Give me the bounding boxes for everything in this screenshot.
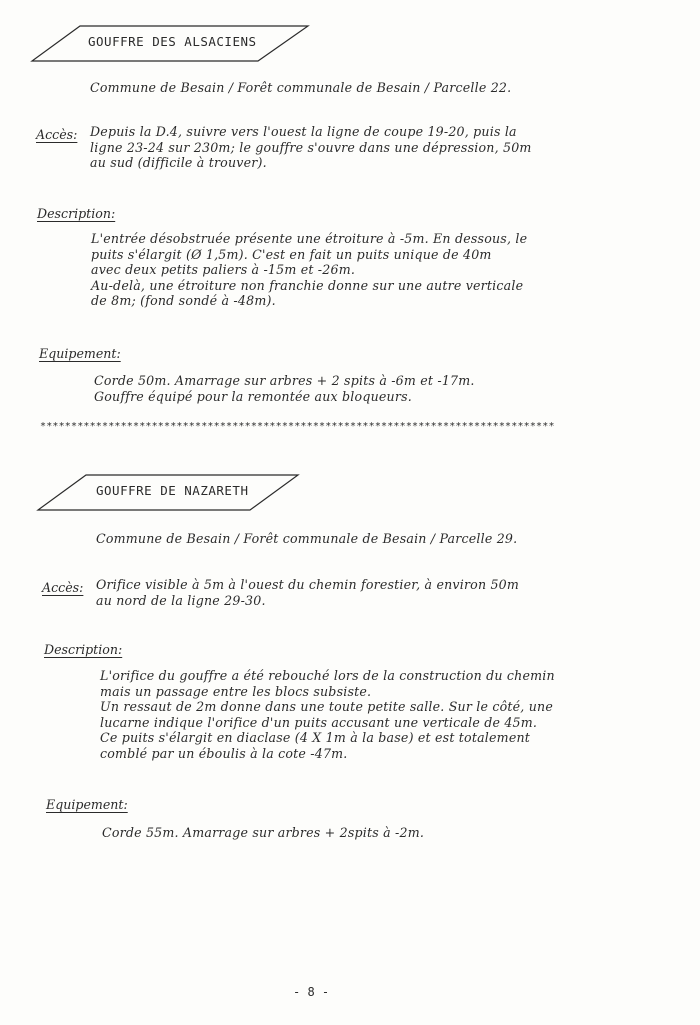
section-2-title-box (36, 473, 301, 513)
text-line: lucarne indique l'orifice d'un puits accusant une verticale de 45m. (100, 714, 538, 730)
text-line: ligne 23-24 sur 230m; le gouffre s'ouvre dans une dépression, 50m (90, 139, 532, 155)
section-1-equipement-label: Equipement: (39, 346, 121, 361)
section-1-title: GOUFFRE DES ALSACIENS (88, 34, 257, 49)
section-1-acces-label: Accès: (36, 127, 78, 142)
section-2-acces-text (96, 577, 519, 608)
text-line: Gouffre équipé pour la remontée aux bloqueurs. (94, 388, 412, 404)
text-line: Un ressaut de 2m donne dans une toute petite salle. Sur le côté, une (100, 699, 553, 714)
section-separator: *********************************************************************************** (40, 421, 555, 432)
section-2-commune: Commune de Besain / Forêt communale de Besain / Parcelle 29. (96, 531, 518, 546)
text-line: au sud (difficile à trouver). (90, 155, 267, 170)
section-1-title-box (30, 24, 310, 64)
page-number: - 8 - (293, 985, 330, 999)
text-line: Corde 55m. Amarrage sur arbres + 2spits à -2m. (102, 825, 425, 840)
section-1-description-text (91, 231, 527, 309)
section-1-equipement-text (94, 373, 475, 404)
text-line: mais un passage entre les blocs subsiste. (100, 683, 372, 699)
section-2-acces-label: Accès: (42, 580, 84, 595)
text-line: Depuis la D.4, suivre vers l'ouest la ligne de coupe 19-20, puis la (90, 124, 517, 139)
section-1-commune: Commune de Besain / Forêt communale de Besain / Parcelle 22. (90, 80, 512, 95)
text-line: Ce puits s'élargit en diaclase (4 X 1m à la base) et est totalement (100, 730, 531, 745)
text-line: de 8m; (fond sondé à -48m). (91, 293, 276, 308)
text-line: L'orifice du gouffre a été rebouché lors de la construction du chemin (100, 668, 555, 683)
section-2-title: GOUFFRE DE NAZARETH (96, 483, 249, 498)
text-line: Au-delà, une étroiture non franchie donne sur une autre verticale (91, 277, 524, 293)
text-line: avec deux petits paliers à -15m et -26m. (91, 262, 356, 277)
section-2-equipement-label: Equipement: (46, 797, 128, 812)
text-line: Corde 50m. Amarrage sur arbres + 2 spits à -6m et -17m. (94, 373, 475, 388)
text-line: puits s'élargit (Ø 1,5m). C'est en fait un puits unique de 40m (91, 246, 492, 262)
section-1-acces-text (90, 124, 532, 171)
text-line: Orifice visible à 5m à l'ouest du chemin forestier, à environ 50m (96, 577, 520, 592)
section-2-description-text (100, 668, 555, 761)
section-1-description-label: Description: (37, 206, 116, 221)
section-2-equipement-text (102, 825, 424, 841)
text-line: au nord de la ligne 29-30. (96, 592, 266, 608)
section-2-description-label: Description: (44, 642, 123, 657)
text-line: L'entrée désobstruée présente une étroiture à -5m. En dessous, le (91, 231, 528, 246)
text-line: comblé par un éboulis à la cote -47m. (100, 745, 348, 761)
